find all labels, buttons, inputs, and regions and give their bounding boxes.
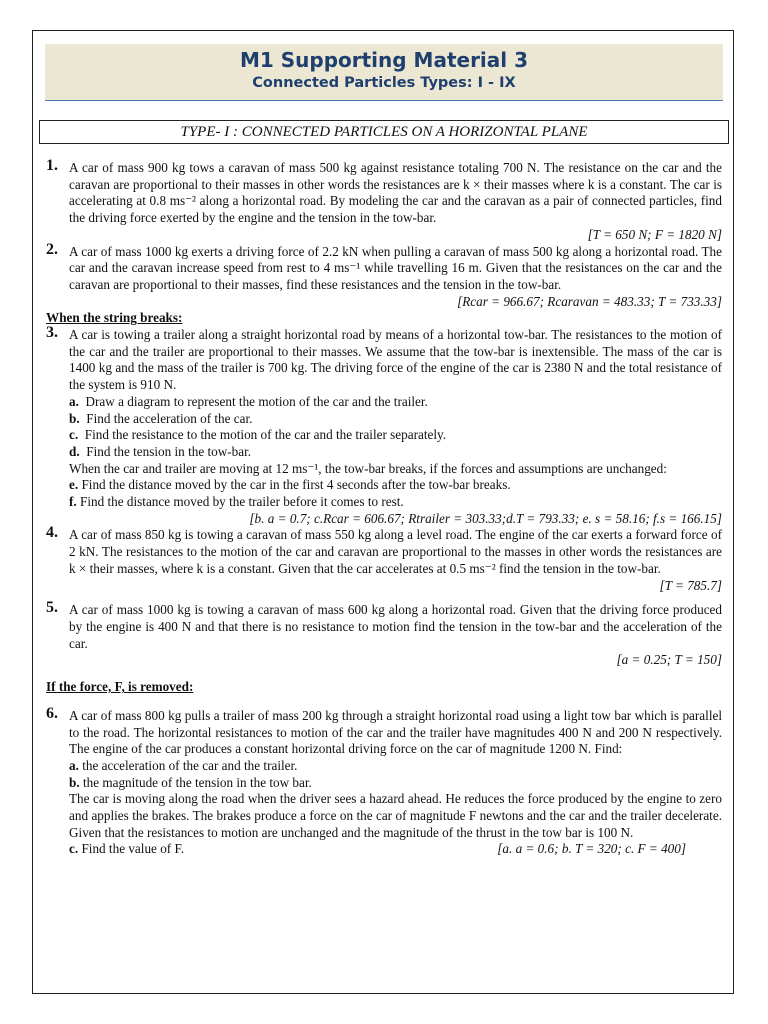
sub-part-text: Find the value of F. bbox=[81, 841, 185, 857]
section-heading: If the force, F, is removed: bbox=[46, 679, 194, 695]
question-number: 1. bbox=[46, 157, 58, 174]
answer: [b. a = 0.7; c.Rcar = 606.67; Rtrailer = 303.33;d.T = 793.33; e. s = 58.16; f.s = 166.15] bbox=[249, 510, 722, 526]
question-number: 3. bbox=[46, 324, 58, 342]
question-4 bbox=[46, 524, 722, 594]
question-text-continued: When the car and trailer are moving at 12 ms⁻¹, the tow-bar breaks, if the forces and assumptions are unchanged: bbox=[69, 460, 667, 476]
question-number: 6. bbox=[46, 704, 58, 722]
sub-part-label: b. bbox=[69, 774, 80, 790]
sub-part-label: d. bbox=[69, 443, 80, 459]
answer: [Rcar = 966.67; Rcaravan = 483.33; T = 733.33] bbox=[457, 293, 722, 309]
section-title: TYPE- I : CONNECTED PARTICLES ON A HORIZONTAL PLANE bbox=[39, 120, 729, 144]
sub-part-text: Find the distance moved by the trailer before it comes to rest. bbox=[80, 494, 404, 510]
question-6 bbox=[46, 704, 722, 858]
answer: [a = 0.25; T = 150] bbox=[616, 652, 722, 668]
question-5 bbox=[46, 599, 722, 669]
answer: [T = 785.7] bbox=[659, 577, 722, 593]
question-text-continued: The car is moving along the road when the driver sees a hazard ahead. He reduces the force produced by the engine to zero and applies the brakes. The brakes produce a force on the car of magnitude F newtons and the car and the trailer decelerate. Given that the resistances to motion are unchanged and the magnitude of the thrust in the tow bar is 100 N. bbox=[69, 791, 722, 840]
answer: [T = 650 N; F = 1820 N] bbox=[587, 226, 722, 242]
question-2 bbox=[46, 240, 722, 311]
sub-part-text: Find the distance moved by the car in the first 4 seconds after the tow-bar breaks. bbox=[81, 477, 511, 493]
sub-part-text: the acceleration of the car and the trailer. bbox=[82, 757, 298, 773]
sub-part bbox=[69, 427, 722, 444]
sub-part-text: Find the resistance to the motion of the car and the trailer separately. bbox=[84, 427, 447, 443]
sub-part-text: Find the tension in the tow-bar. bbox=[86, 443, 252, 459]
answer: [a. a = 0.6; b. T = 320; c. F = 400] bbox=[497, 841, 686, 857]
question-number: 4. bbox=[46, 524, 58, 542]
document-subtitle: Connected Particles Types: I - IX bbox=[252, 75, 516, 91]
sub-part-label: c. bbox=[69, 427, 79, 443]
question-number: 5. bbox=[46, 599, 58, 617]
section-heading: When the string breaks: bbox=[46, 310, 183, 326]
sub-part bbox=[69, 411, 722, 428]
question-3 bbox=[46, 324, 722, 527]
sub-part-text: Find the acceleration of the car. bbox=[86, 410, 253, 426]
question-number: 2. bbox=[46, 240, 58, 258]
sub-part-label: a. bbox=[69, 757, 79, 773]
question-text: A car of mass 900 kg tows a caravan of mass 500 kg against resistance totaling 700 N. The resistance on the car and the caravan are proportional to their masses in other words the resistances are k × their masses where k is a constant. The car is accelerating at 0.8 ms⁻² along a horizontal road. By modeling the car and the caravan as a pair of connected particles, find the driving force exerted by the engine and the tension in the tow-bar. bbox=[69, 160, 722, 226]
sub-part bbox=[69, 444, 722, 461]
sub-part bbox=[69, 758, 722, 775]
question-text: A car of mass 850 kg is towing a caravan of mass 550 kg along a level road. The engine of the car exerts a forward force of 2 kN. The resistances to the motion of the car and caravan are proportional to the masses in other words the resistances are k × their masses, where k is a constant. Given that the car accelerates at 0.5 ms⁻² find the tension in the tow-bar. bbox=[69, 527, 722, 576]
question-text: A car of mass 800 kg pulls a trailer of mass 200 kg through a straight horizontal road using a light tow bar which is parallel to the road. The horizontal resistances to motion of the car and the trailer have magnitudes 400 N and 200 N respectively. The engine of the car produces a constant horizontal driving force on the car of magnitude 1200 N. Find: bbox=[69, 707, 722, 757]
sub-part-text: Draw a diagram to represent the motion of the car and the trailer. bbox=[85, 393, 428, 409]
question-text: A car of mass 1000 kg is towing a caravan of mass 600 kg along a horizontal road. Given that the driving force produced by the engine is 400 N and that there is no resistance to motion find the tension in the tow-bar and the acceleration of the car. bbox=[69, 602, 722, 651]
sub-part bbox=[69, 841, 722, 858]
question-1 bbox=[46, 157, 722, 244]
document-header bbox=[45, 44, 723, 101]
sub-part bbox=[69, 394, 722, 411]
sub-part bbox=[69, 494, 722, 511]
question-text: A car of mass 1000 kg exerts a driving force of 2.2 kN when pulling a caravan of mass 500 kg along a horizontal road. The car and the caravan increase speed from rest to 4 ms⁻¹ while travelling 16 m. Given that the resistances on the car and the caravan are proportional to their masses, find these resistances and the tension in the tow-bar. bbox=[69, 243, 722, 292]
sub-part-label: e. bbox=[69, 477, 79, 493]
question-text: A car is towing a trailer along a straight horizontal road by means of a horizontal tow-bar. The resistances to the motion of the car and the trailer are proportional to their masses. We assume that the tow-bar is inextensible. The mass of the car is 1400 kg and the mass of the trailer is 700 kg. The driving force of the engine of the car is 2380 N and the total resistance of the system is 910 N. bbox=[69, 327, 722, 393]
sub-part-label: a. bbox=[69, 393, 79, 409]
sub-part-label: c. bbox=[69, 841, 79, 857]
sub-part-label: f. bbox=[69, 494, 77, 510]
document-title: M1 Supporting Material 3 bbox=[239, 48, 529, 72]
document-body bbox=[46, 157, 722, 858]
sub-part-text: the magnitude of the tension in the tow bar. bbox=[82, 774, 312, 790]
sub-part bbox=[69, 477, 722, 494]
sub-part-label: b. bbox=[69, 410, 80, 426]
sub-part bbox=[69, 775, 722, 792]
